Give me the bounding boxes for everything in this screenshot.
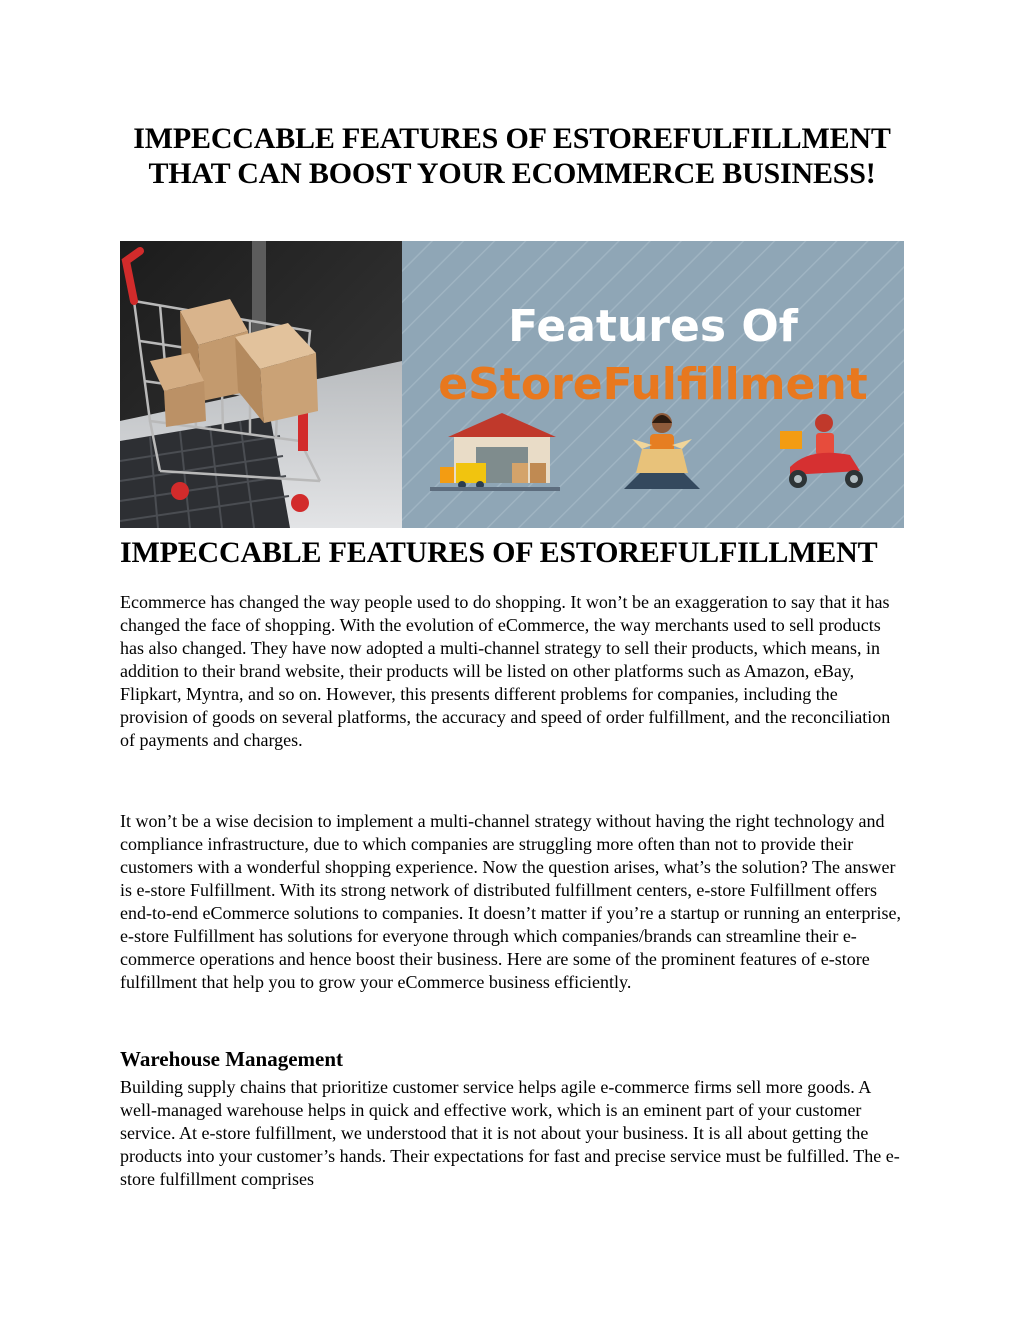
cart-photo (120, 241, 402, 528)
warehouse-management-paragraph: Building supply chains that prioritize customer service helps agile e-commerce firms sell more goods. A well-managed warehouse helps in quick and effective work, which is an eminent part of your customer service. At e-store fulfillment, we understood that it is not about your business. It is all about getting the products into your customer’s hands. Their expectations for fast and precise service must be fulfilled. The e-store fulfillment comprises (120, 1077, 900, 1189)
hero-line2: eStoreFulfillment (438, 359, 868, 410)
warehouse-management-heading: Warehouse Management (120, 1047, 344, 1071)
intro-paragraph: Ecommerce has changed the way people used to do shopping. It won’t be an exaggeration to say that it has changed the face of shopping. With the evolution of eCommerce, the way merchants used to sell products has also changed. They have now adopted a multi-channel strategy to sell their products, which means, in addition to their brand website, their products will be listed on other platforms such as Amazon, eBay, Flipkart, Myntra, and so on. However, this presents different problems for companies, including the provision of goods on several platforms, the accuracy and speed of order fulfillment, and the reconciliation of payments and charges. (120, 592, 891, 750)
hero-illustration (120, 241, 904, 528)
solution-paragraph: It won’t be a wise decision to implement a multi-channel strategy without having the right technology and compliance infrastructure, due to which companies are struggling more often than not to provide their customers with a wonderful shopping experience. Now the question arises, what’s the solution? The answer is e-store Fulfillment. With its strong network of distributed fulfillment centers, e-store Fulfillment offers end-to-end eCommerce solutions to companies. It doesn’t matter if you’re a startup or running an enterprise, e-store Fulfillment has solutions for everyone through which companies/brands can streamline their e-commerce operations and hence boost their business. Here are some of the prominent features of e-store fulfillment that help you to grow your eCommerce business efficiently. (120, 811, 901, 992)
hero-image (120, 241, 904, 528)
hero-line1: Features Of (508, 301, 798, 352)
features-panel (402, 241, 904, 528)
section-heading: IMPECCABLE FEATURES OF ESTOREFULFILLMENT (120, 536, 878, 569)
document-title: IMPECCABLE FEATURES OF ESTOREFULFILLMENT THAT CAN BOOST YOUR ECOMMERCE BUSINESS! (133, 122, 891, 190)
